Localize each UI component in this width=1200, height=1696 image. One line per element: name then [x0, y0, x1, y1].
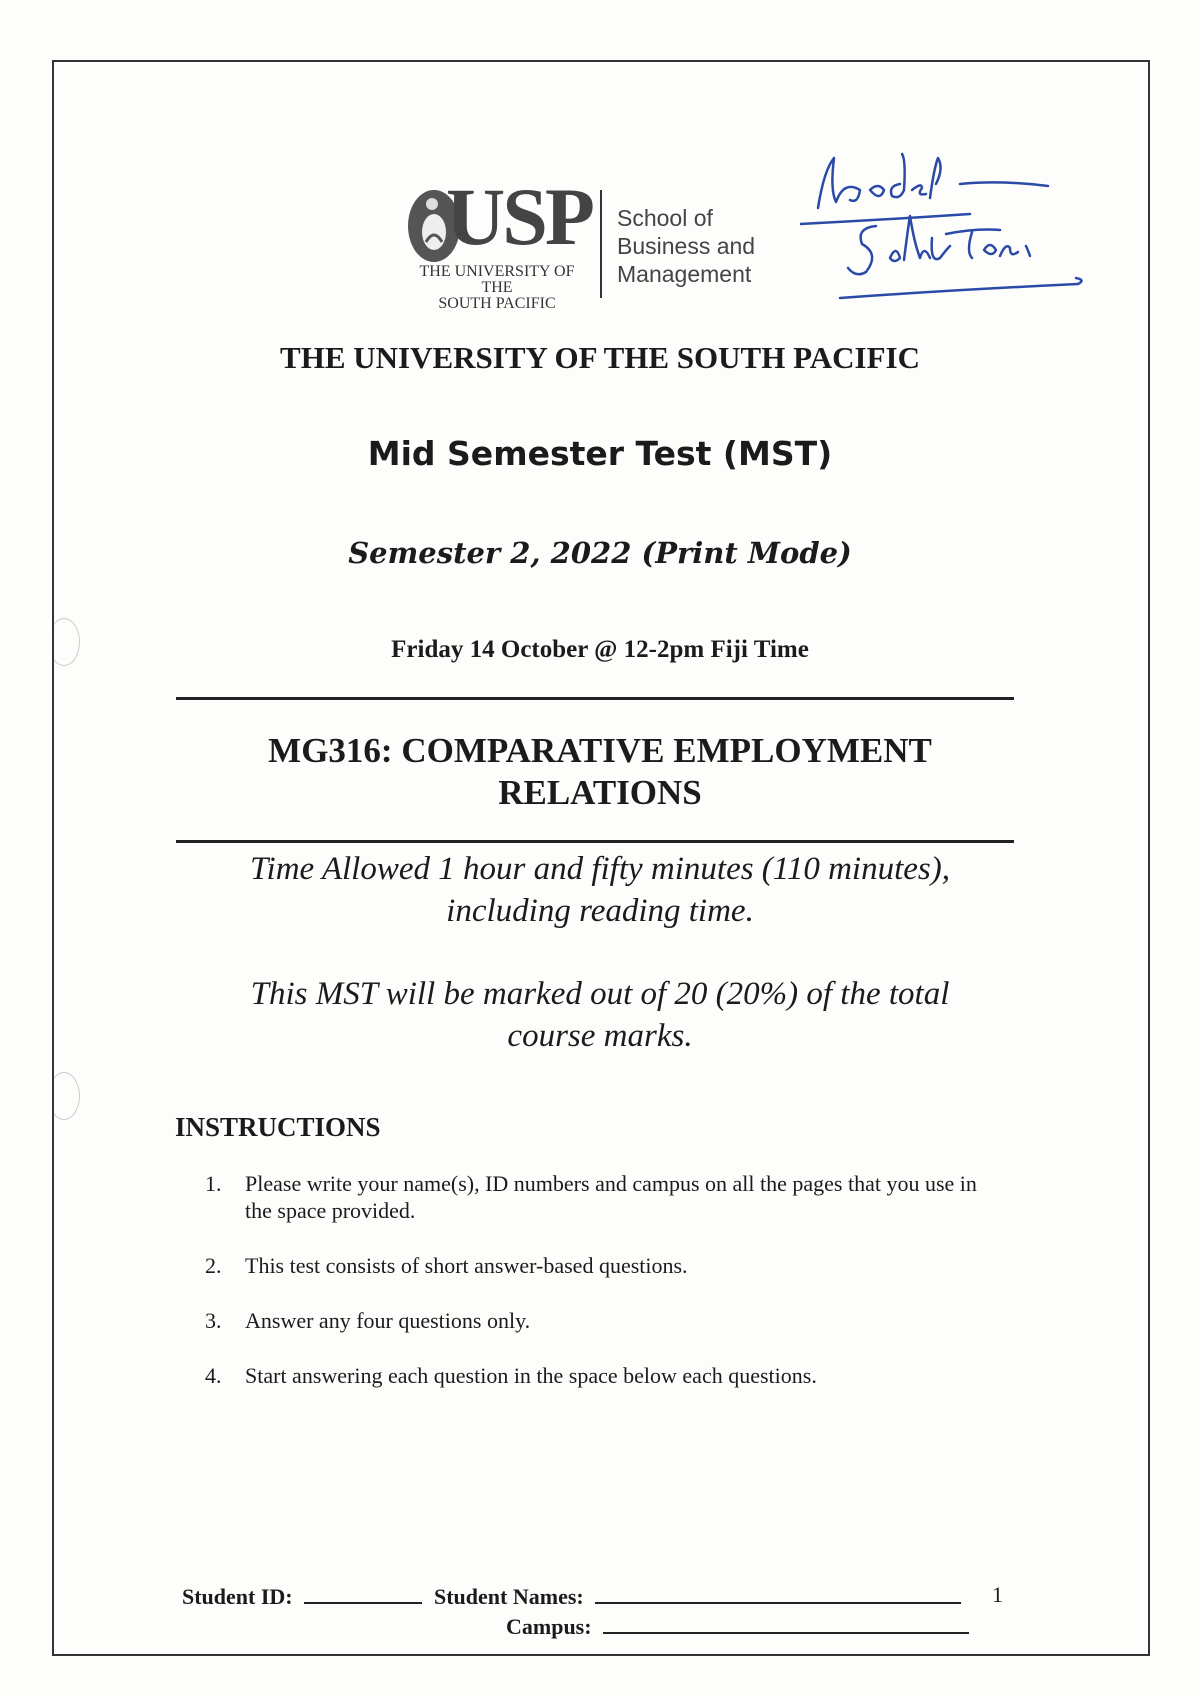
school-name: School of Business and Management: [617, 205, 756, 287]
campus-row: [506, 1612, 969, 1640]
student-names-row: [434, 1582, 961, 1610]
course-title: MG316: COMPARATIVE EMPLOYMENT RELATIONS: [268, 731, 932, 812]
divider-top: [176, 697, 1014, 700]
test-title: Mid Semester Test (MST): [367, 434, 833, 473]
student-names-field[interactable]: [595, 1582, 961, 1604]
usp-wordmark: USP: [446, 171, 592, 262]
divider-bottom: [176, 840, 1014, 843]
test-date: Friday 14 October @ 12-2pm Fiji Time: [391, 636, 809, 663]
instruction-item: 1. Please write your name(s), ID numbers and campus on all the pages that you use in the space provided.: [205, 1171, 977, 1223]
instructions-list: [205, 1170, 1005, 1417]
instruction-item: 3. Answer any four questions only.: [205, 1308, 531, 1333]
punch-hole-mark: [48, 1072, 80, 1120]
marks-note: This MST will be marked out of 20 (20%) of the total course marks.: [250, 976, 950, 1054]
instructions-heading: INSTRUCTIONS: [175, 1112, 381, 1142]
handwritten-model-solution-signature: [800, 150, 1120, 325]
instruction-item: 2. This test consists of short answer-based questions.: [205, 1253, 688, 1278]
student-id-label: Student ID:: [182, 1584, 293, 1609]
campus-label: Campus:: [506, 1614, 592, 1639]
university-title: THE UNIVERSITY OF THE SOUTH PACIFIC: [280, 340, 920, 375]
campus-field[interactable]: [603, 1612, 969, 1634]
semester-subtitle: Semester 2, 2022 (Print Mode): [348, 536, 852, 570]
instruction-item: 4. Start answering each question in the space below each questions.: [205, 1363, 817, 1388]
student-names-label: Student Names:: [434, 1584, 584, 1609]
university-logo-subtitle: THE UNIVERSITY OF THE SOUTH PACIFIC: [419, 263, 575, 312]
student-id-field[interactable]: [304, 1582, 422, 1604]
student-id-row: [182, 1582, 422, 1610]
page-number: 1: [992, 1582, 1003, 1607]
time-allowed-note: Time Allowed 1 hour and fifty minutes (110 minutes), including reading time.: [250, 851, 950, 929]
logo-divider: [600, 190, 602, 298]
